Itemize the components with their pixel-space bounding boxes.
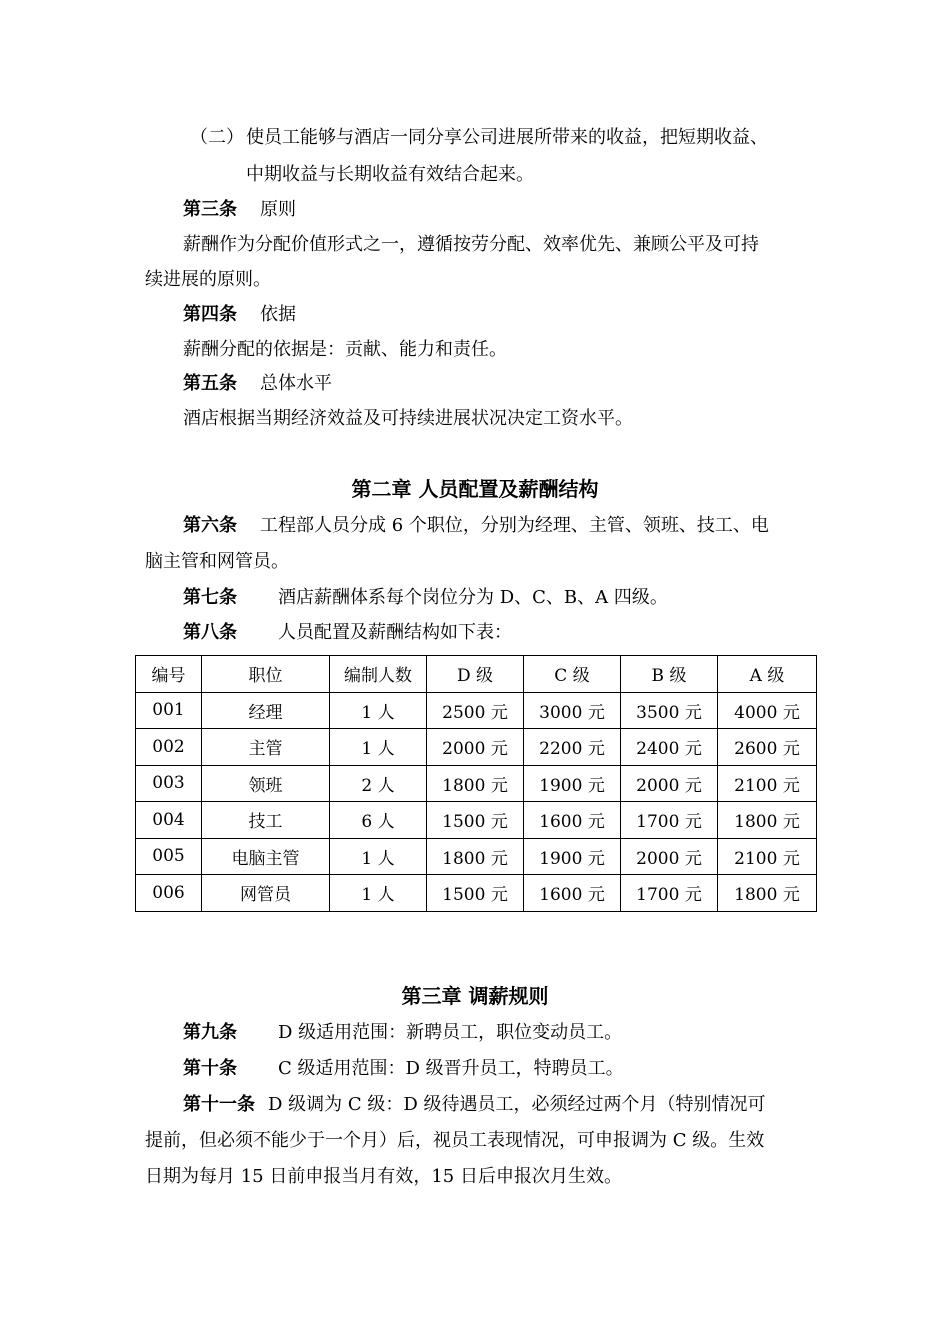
table-cell: 2200 元: [524, 729, 621, 766]
paragraph-line: 中期收益与长期收益有效结合起来。: [246, 164, 534, 185]
table-cell: 1800 元: [718, 802, 817, 839]
table-cell: 2000 元: [621, 765, 718, 802]
paragraph-line: 酒店根据当期经济效益及可持续进展状况决定工资水平。: [183, 408, 633, 429]
table-cell: 经理: [202, 692, 330, 729]
table-cell: 2400 元: [621, 729, 718, 766]
paragraph-line: D 级调为 C 级：D 级待遇员工，必须经过两个月（特别情况可: [268, 1094, 766, 1115]
table-cell: 1800 元: [427, 838, 524, 875]
table-row: [136, 729, 817, 766]
article-label: 第四条: [183, 304, 237, 325]
table-cell: 1600 元: [524, 802, 621, 839]
table-row: [136, 875, 817, 912]
table-cell: 1500 元: [427, 875, 524, 912]
table-cell: 2100 元: [718, 765, 817, 802]
paragraph-line: 提前，但必须不能少于一个月）后，视员工表现情况，可申报调为 C 级。生效: [145, 1130, 765, 1151]
table-cell: 技工: [202, 802, 330, 839]
table-cell: 005: [136, 838, 202, 875]
table-cell: 1 人: [330, 838, 427, 875]
table-header-row: [136, 656, 817, 693]
article-label: 第十一条: [183, 1094, 255, 1115]
column-header: B 级: [621, 656, 718, 693]
paragraph-line: 薪酬作为分配价值形式之一，遵循按劳分配、效率优先、兼顾公平及可持: [183, 234, 759, 255]
table-cell: 6 人: [330, 802, 427, 839]
table-cell: 2 人: [330, 765, 427, 802]
list-marker: （二）: [190, 127, 244, 148]
table-cell: 1500 元: [427, 802, 524, 839]
article-title: 依据: [260, 304, 296, 325]
chapter-title: 第三章 调薪规则: [401, 984, 549, 1008]
column-header: A 级: [718, 656, 817, 693]
article-label: 第十条: [183, 1058, 237, 1079]
column-header: 编制人数: [330, 656, 427, 693]
table-cell: 4000 元: [718, 692, 817, 729]
table-cell: 2000 元: [621, 838, 718, 875]
article-label: 第五条: [183, 373, 237, 394]
paragraph-line: 薪酬分配的依据是：贡献、能力和责任。: [183, 339, 507, 360]
table-cell: 2600 元: [718, 729, 817, 766]
paragraph-line: 脑主管和网管员。: [145, 551, 289, 572]
article-title: 总体水平: [260, 373, 332, 394]
table-cell: 3000 元: [524, 692, 621, 729]
table-cell: 主管: [202, 729, 330, 766]
paragraph-line: D 级适用范围：新聘员工，职位变动员工。: [278, 1022, 623, 1043]
column-header: D 级: [427, 656, 524, 693]
table-cell: 003: [136, 765, 202, 802]
table-cell: 1700 元: [621, 875, 718, 912]
table-row: [136, 765, 817, 802]
article-label: 第三条: [183, 199, 237, 220]
table-row: [136, 838, 817, 875]
table-cell: 3500 元: [621, 692, 718, 729]
table-cell: 001: [136, 692, 202, 729]
table-cell: 1800 元: [427, 765, 524, 802]
paragraph-line: 人员配置及薪酬结构如下表：: [278, 622, 512, 643]
table-cell: 1 人: [330, 875, 427, 912]
table-cell: 1 人: [330, 692, 427, 729]
paragraph-line: C 级适用范围：D 级晋升员工，特聘员工。: [278, 1058, 624, 1079]
article-label: 第九条: [183, 1022, 237, 1043]
table-cell: 1900 元: [524, 765, 621, 802]
table-cell: 1700 元: [621, 802, 718, 839]
table-cell: 006: [136, 875, 202, 912]
table-cell: 1800 元: [718, 875, 817, 912]
column-header: 职位: [202, 656, 330, 693]
article-title: 原则: [260, 199, 296, 220]
table-cell: 电脑主管: [202, 838, 330, 875]
table-cell: 2100 元: [718, 838, 817, 875]
paragraph-line: 日期为每月 15 日前申报当月有效，15 日后申报次月生效。: [145, 1166, 622, 1187]
article-label: 第六条: [183, 515, 237, 536]
paragraph-line: 使员工能够与酒店一同分享公司进展所带来的收益，把短期收益、: [246, 127, 768, 148]
table-cell: 1 人: [330, 729, 427, 766]
table-cell: 2500 元: [427, 692, 524, 729]
column-header: C 级: [524, 656, 621, 693]
paragraph-line: 续进展的原则。: [145, 269, 271, 290]
table-cell: 2000 元: [427, 729, 524, 766]
table-row: [136, 692, 817, 729]
paragraph-line: 酒店薪酬体系每个岗位分为 D、C、B、A 四级。: [278, 587, 668, 608]
table-cell: 1600 元: [524, 875, 621, 912]
article-label: 第八条: [183, 622, 237, 643]
table-cell: 领班: [202, 765, 330, 802]
column-header: 编号: [136, 656, 202, 693]
article-label: 第七条: [183, 587, 237, 608]
table-cell: 网管员: [202, 875, 330, 912]
paragraph-line: 工程部人员分成 6 个职位，分别为经理、主管、领班、技工、电: [260, 515, 769, 536]
table-cell: 002: [136, 729, 202, 766]
table-cell: 004: [136, 802, 202, 839]
chapter-title: 第二章 人员配置及薪酬结构: [351, 477, 599, 501]
table-row: [136, 802, 817, 839]
table-cell: 1900 元: [524, 838, 621, 875]
salary-table: [135, 655, 817, 912]
